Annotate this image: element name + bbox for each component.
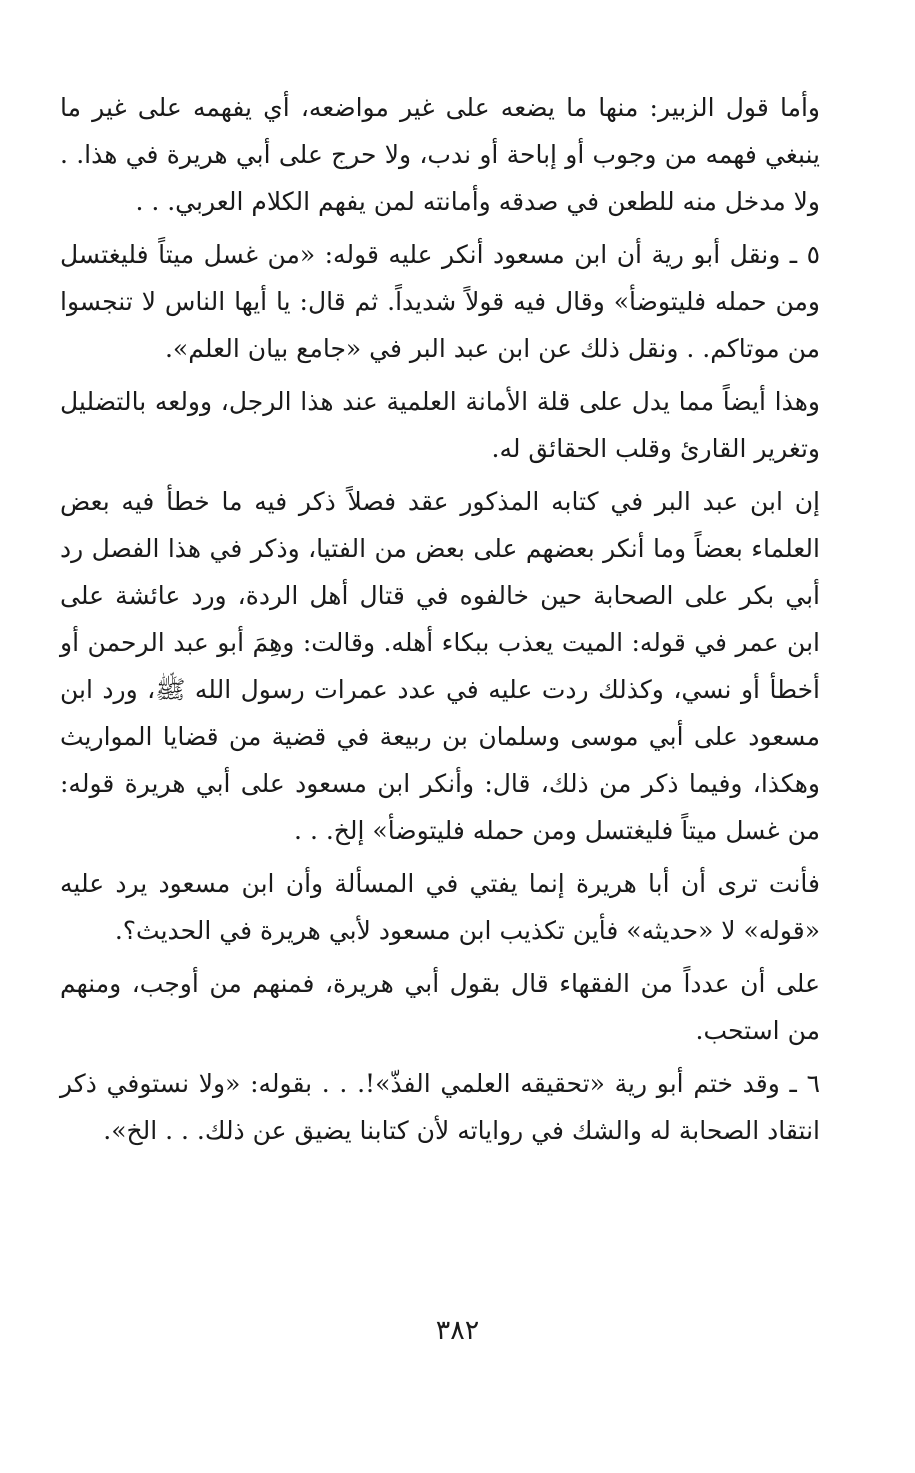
paragraph-jurists: على أن عدداً من الفقهاء قال بقول أبي هريرة، فمنهم من أوجب، ومنهم من استحب. (60, 969, 820, 1045)
page-body (60, 84, 820, 1160)
paragraph-conclusion: فأنت ترى أن أبا هريرة إنما يفتي في المسألة وأن ابن مسعود يرد عليه «قوله» لا «حديثه» فأين تكذيب ابن مسعود لأبي هريرة في الحديث؟. (60, 869, 820, 945)
paragraph-point-5: ٥ ـ ونقل أبو رية أن ابن مسعود أنكر عليه قوله: «من غسل ميتاً فليغتسل ومن حمله فليتوضأ» وقال فيه قولاً شديداً. ثم قال: يا أيها الناس لا تنجسوا من موتاكم. . ونقل ذلك عن ابن عبد البر في «جامع بيان العلم». (60, 240, 820, 363)
paragraph-zubayr: وأما قول الزبير: منها ما يضعه على غير مواضعه، أي يفهمه على غير ما ينبغي فهمه من وجوب أو إباحة أو ندب، ولا حرج على أبي هريرة في هذا. . ولا مدخل منه للطعن في صدقه وأمانته لمن يفهم الكلام العربي. . . (60, 93, 820, 216)
paragraph-critique: وهذا أيضاً مما يدل على قلة الأمانة العلمية عند هذا الرجل، وولعه بالتضليل وتغرير القارئ وقلب الحقائق له. (60, 387, 820, 463)
page-number: ٣٨٢ (435, 1315, 480, 1346)
paragraph-point-6: ٦ ـ وقد ختم أبو رية «تحقيقه العلمي الفذّ»!. . . بقوله: «ولا نستوفي ذكر انتقاد الصحابة له والشك في رواياته لأن كتابنا يضيق عن ذلك. . . الخ». (60, 1069, 820, 1145)
paragraph-ibn-abd-al-barr: إن ابن عبد البر في كتابه المذكور عقد فصلاً ذكر فيه ما خطأ فيه بعض العلماء بعضاً وما أنكر بعضهم على بعض من الفتيا، وذكر في هذا الفصل رد أبي بكر على الصحابة حين خالفوه في قتال أهل الردة، ورد عائشة على ابن عمر في قوله: الميت يعذب ببكاء أهله. وقالت: وهِمَ أبو عبد الرحمن أو أخطأ أو نسي، وكذلك ردت عليه في عدد عمرات رسول الله ﷺ، ورد ابن مسعود على أبي موسى وسلمان بن ربيعة في قضية من قضايا المواريث وهكذا، وفيما ذكر من ذلك، قال: وأنكر ابن مسعود على أبي هريرة قوله: من غسل ميتاً فليغتسل ومن حمله فليتوضأ» إلخ. . . (60, 487, 820, 845)
